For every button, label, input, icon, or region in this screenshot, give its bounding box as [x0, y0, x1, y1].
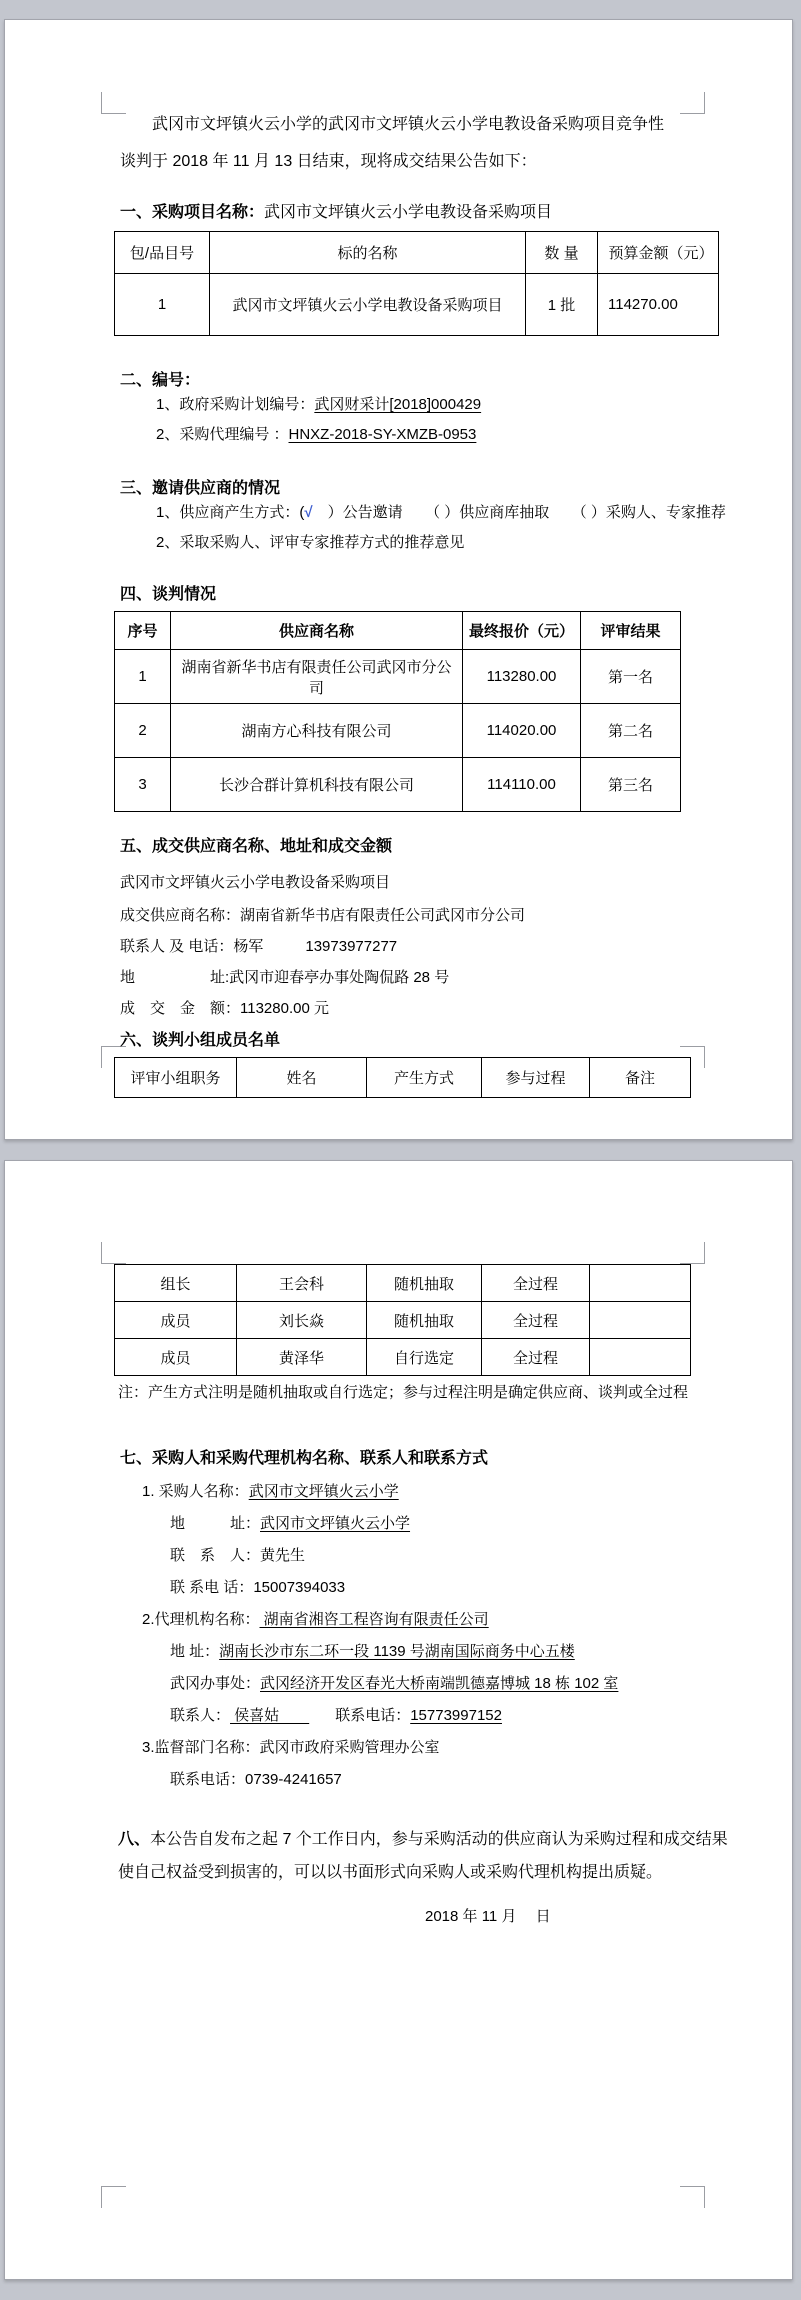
buyer-name-value: 武冈市文坪镇火云小学: [248, 1483, 399, 1500]
panel-table-header: [114, 1057, 691, 1098]
document-page-2: [4, 1160, 793, 2280]
table-cell: 第二名: [581, 704, 681, 758]
panel-table-note: 注：产生方式注明是随机抽取或自行选定；参与过程注明是确定供应商、谈判或全过程: [118, 1384, 689, 1401]
table-cell: 黄泽华: [237, 1339, 367, 1376]
table-cell: 2: [115, 704, 171, 758]
winner-contact-label: 联系人 及 电话：: [120, 938, 234, 955]
table-header-cell: 备注: [590, 1058, 691, 1098]
table-cell: 成员: [115, 1302, 237, 1339]
recommendation-line: 2、采取采购人、评审专家推荐方式的推荐意见: [156, 534, 465, 551]
document-page-1: [4, 19, 793, 1140]
buyer-phone-line: [170, 1572, 792, 1604]
table-cell: 组长: [115, 1265, 237, 1302]
table-cell: [590, 1339, 691, 1376]
table-cell: 1: [115, 274, 210, 336]
supplier-method-options: ）公告邀请 （ ）供应商库抽取 （ ）采购人、专家推荐: [312, 504, 726, 521]
buyer-address-label: 地 址：: [170, 1515, 261, 1532]
table-cell: 第三名: [581, 758, 681, 812]
table-header-cell: 参与过程: [482, 1058, 590, 1098]
negotiation-table: [114, 611, 681, 812]
supplier-method-line: [156, 498, 792, 528]
table-header-cell: 标的名称: [210, 232, 526, 274]
winner-line: [120, 900, 792, 931]
table-row: [115, 758, 681, 812]
winner-contact-line: [120, 931, 792, 962]
plan-number-value: 武冈财采计[2018]000429: [314, 396, 482, 413]
section4-heading: 四、谈判情况: [120, 586, 217, 603]
table-header-cell: 产生方式: [367, 1058, 482, 1098]
table-cell: 随机抽取: [367, 1265, 482, 1302]
table-cell: 湖南方心科技有限公司: [171, 704, 463, 758]
table-header-cell: 数 量: [526, 232, 598, 274]
table-cell: 1 批: [526, 274, 598, 336]
buyer-phone-value: 15007394033: [253, 1579, 346, 1596]
page1-content: [5, 20, 792, 1098]
plan-number-line: [156, 390, 792, 420]
section5-heading: 五、成交供应商名称、地址和成交金额: [120, 838, 393, 855]
supervisor-name-value: 武冈市政府采购管理办公室: [259, 1739, 440, 1756]
supervisor-phone-value: 0739-4241657: [245, 1771, 342, 1788]
buyer-name-line: [142, 1476, 792, 1508]
table-header-cell: 评审结果: [581, 612, 681, 650]
crop-mark-icon: [680, 1242, 705, 1264]
agency-name-label: 2.代理机构名称：: [142, 1611, 260, 1628]
section7-heading: 七、采购人和采购代理机构名称、联系人和联系方式: [120, 1450, 489, 1467]
agency-number-line: [156, 420, 792, 450]
table-cell: 1: [115, 650, 171, 704]
table-cell: 武冈市文坪镇火云小学电教设备采购项目: [210, 274, 526, 336]
section3-heading: 三、邀请供应商的情况: [120, 480, 281, 497]
table-cell: 全过程: [482, 1339, 590, 1376]
agency-contact-line: [170, 1700, 792, 1732]
supplier-method-prefix: 1、供应商产生方式：(: [156, 504, 305, 521]
table-cell: 3: [115, 758, 171, 812]
date-line: 2018 年 11 月 日: [425, 1908, 551, 1925]
table-header-row: [115, 612, 681, 650]
table-header-cell: 姓名: [237, 1058, 367, 1098]
section1-label: 一、采购项目名称：: [120, 204, 265, 221]
winner-value: 湖南省新华书店有限责任公司武冈市分公司: [240, 907, 526, 924]
table-cell: [590, 1265, 691, 1302]
table-header-row: [115, 232, 719, 274]
buyer-address-line: [170, 1508, 792, 1540]
table-row: [115, 1265, 691, 1302]
table-cell: 成员: [115, 1339, 237, 1376]
page2-content: [5, 1264, 792, 1926]
table-cell: 长沙合群计算机科技有限公司: [171, 758, 463, 812]
crop-mark-icon: [680, 2186, 705, 2208]
agency-office-value: 武冈经济开发区春光大桥南端凯德嘉博城 18 栋 102 室: [260, 1675, 619, 1692]
buyer-contact-label: 联 系 人：: [170, 1547, 261, 1564]
plan-number-label: 1、政府采购计划编号：: [156, 396, 315, 413]
supervisor-name-label: 3.监督部门名称：: [142, 1739, 260, 1756]
agency-name-value: 湖南省湘咨工程咨询有限责任公司: [259, 1611, 489, 1628]
table-cell: 第一名: [581, 650, 681, 704]
winner-address-line: [120, 962, 792, 993]
table-cell: 114110.00: [463, 758, 581, 812]
crop-mark-icon: [101, 2186, 126, 2208]
agency-address-value: 湖南长沙市东二环一段 1139 号湖南国际商务中心五楼: [219, 1643, 575, 1660]
crop-mark-icon: [101, 1242, 126, 1264]
winner-contact-name: 杨军: [233, 938, 264, 955]
section1-value: 武冈市文坪镇火云小学电教设备采购项目: [264, 204, 553, 221]
table-cell: 湖南省新华书店有限责任公司武冈市分公司: [171, 650, 463, 704]
buyer-contact-line: [170, 1540, 792, 1572]
table-cell: 王会科: [237, 1265, 367, 1302]
deal-amount-label: 成 交 金 额：: [120, 1000, 241, 1017]
table-cell: 全过程: [482, 1265, 590, 1302]
agency-phone-value: 15773997152: [410, 1707, 502, 1724]
checkmark-icon: √: [304, 504, 313, 521]
agency-contact-value: 侯喜姑: [230, 1707, 310, 1724]
table-cell: 全过程: [482, 1302, 590, 1339]
agency-phone-label: 联系电话：: [335, 1707, 411, 1724]
table-row: [115, 274, 719, 336]
agency-number-value: HNXZ-2018-SY-XMZB-0953: [288, 426, 477, 443]
buyer-name-label: 1. 采购人名称：: [142, 1483, 249, 1500]
section8-paragraph: [118, 1823, 738, 1889]
agency-office-label: 武冈办事处：: [170, 1675, 261, 1692]
table-cell: 刘长焱: [237, 1302, 367, 1339]
winner-contact-phone: 13973977277: [305, 938, 398, 955]
table-cell: 114020.00: [463, 704, 581, 758]
table-cell: [590, 1302, 691, 1339]
deal-amount-line: [120, 993, 792, 1024]
agency-office-line: [170, 1668, 792, 1700]
table-cell: 随机抽取: [367, 1302, 482, 1339]
section6-heading: 六、谈判小组成员名单: [120, 1032, 281, 1049]
buyer-phone-label: 联 系电 话：: [170, 1579, 254, 1596]
section2-heading: 二、编号：: [120, 372, 201, 389]
buyer-address-value: 武冈市文坪镇火云小学: [260, 1515, 411, 1532]
winner-label: 成交供应商名称：: [120, 907, 241, 924]
table-header-cell: 评审小组职务: [115, 1058, 237, 1098]
winner-address-value: 武冈市迎春亭办事处陶侃路 28 号: [229, 969, 450, 986]
supervisor-phone-label: 联系电话：: [170, 1771, 246, 1788]
table-cell: 自行选定: [367, 1339, 482, 1376]
table-header-row: [115, 1058, 691, 1098]
agency-contact-label: 联系人：: [170, 1707, 231, 1724]
agency-name-line: [142, 1604, 792, 1636]
table-header-cell: 包/品目号: [115, 232, 210, 274]
section7-list: [120, 1476, 792, 1796]
table-row: [115, 650, 681, 704]
table-cell: 114270.00: [598, 274, 719, 336]
panel-table-rows: [114, 1264, 691, 1376]
section8-number: 八、: [118, 1831, 151, 1848]
supervisor-phone-line: [170, 1764, 792, 1796]
project-name-line: 武冈市文坪镇火云小学电教设备采购项目: [120, 874, 391, 891]
winner-address-label: 地 址:: [120, 969, 230, 986]
intro-paragraph: 武冈市文坪镇火云小学的武冈市文坪镇火云小学电教设备采购项目竞争性谈判于 2018 年 11 月 13 日结束，现将成交结果公告如下：: [120, 116, 665, 170]
section8-text: 本公告自发布之起 7 个工作日内，参与采购活动的供应商认为采购过程和成交结果使自己权益受到损害的，可以以书面形式向采购人或采购代理机构提出质疑。: [118, 1831, 728, 1881]
agency-address-label: 地 址：: [170, 1643, 220, 1660]
table-header-cell: 序号: [115, 612, 171, 650]
table-cell: 113280.00: [463, 650, 581, 704]
lot-table: [114, 231, 719, 336]
agency-number-label: 2、采购代理编号 ：: [156, 426, 289, 443]
supervisor-name-line: [142, 1732, 792, 1764]
deal-amount-value: 113280.00 元: [240, 1000, 329, 1017]
table-row: [115, 1339, 691, 1376]
agency-address-line: [170, 1636, 792, 1668]
table-header-cell: 最终报价（元）: [463, 612, 581, 650]
table-header-cell: 预算金额（元）: [598, 232, 719, 274]
section1-heading: [120, 199, 792, 222]
table-row: [115, 1302, 691, 1339]
table-row: [115, 704, 681, 758]
buyer-contact-value: 黄先生: [260, 1547, 306, 1564]
table-header-cell: 供应商名称: [171, 612, 463, 650]
